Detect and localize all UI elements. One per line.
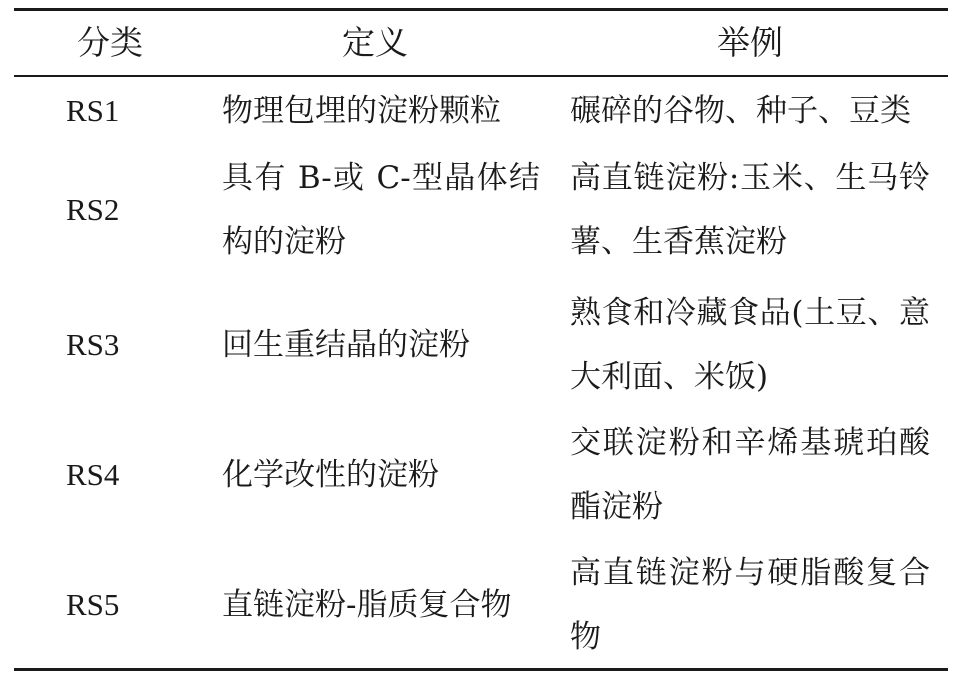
row-example-text: 高直链淀粉:玉米、生马铃薯、生香蕉淀粉 xyxy=(570,160,930,260)
row-example-text: 碾碎的谷物、种子、豆类 xyxy=(570,93,911,129)
row-example-text: 交联淀粉和辛烯基琥珀酸酯淀粉 xyxy=(570,425,930,525)
row-definition-text: 具有 B-或 C-型晶体结构的淀粉 xyxy=(222,160,540,260)
row-definition xyxy=(222,543,540,667)
table-row xyxy=(0,148,960,272)
row-category: RS1 xyxy=(66,93,120,128)
row-category: RS2 xyxy=(66,192,120,227)
header-category: 分类 xyxy=(77,23,143,62)
row-example-text: 熟食和冷藏食品(土豆、意大利面、米饭) xyxy=(570,295,930,395)
table-bottom-rule xyxy=(14,668,948,671)
row-category: RS4 xyxy=(66,457,120,492)
table-header-rule xyxy=(14,75,948,77)
row-category: RS3 xyxy=(66,327,120,362)
header-definition: 定义 xyxy=(342,23,408,62)
row-definition-text: 化学改性的淀粉 xyxy=(222,457,439,493)
row-category: RS5 xyxy=(66,587,120,622)
row-example-text: 高直链淀粉与硬脂酸复合物 xyxy=(570,555,930,655)
row-example xyxy=(570,413,930,537)
table-row xyxy=(0,413,960,537)
row-definition xyxy=(222,82,540,140)
table-row xyxy=(0,82,960,140)
row-definition xyxy=(222,413,540,537)
row-example xyxy=(570,283,930,407)
table-row xyxy=(0,543,960,667)
row-definition xyxy=(222,283,540,407)
row-definition-text: 直链淀粉-脂质复合物 xyxy=(222,587,512,623)
row-definition-text: 回生重结晶的淀粉 xyxy=(222,327,470,363)
row-example xyxy=(570,543,930,667)
table-top-rule xyxy=(14,8,948,11)
row-example xyxy=(570,82,930,140)
header-example: 举例 xyxy=(717,23,783,62)
row-definition-text: 物理包埋的淀粉颗粒 xyxy=(222,93,501,129)
row-definition xyxy=(222,148,540,272)
table-row xyxy=(0,283,960,407)
row-example xyxy=(570,148,930,272)
